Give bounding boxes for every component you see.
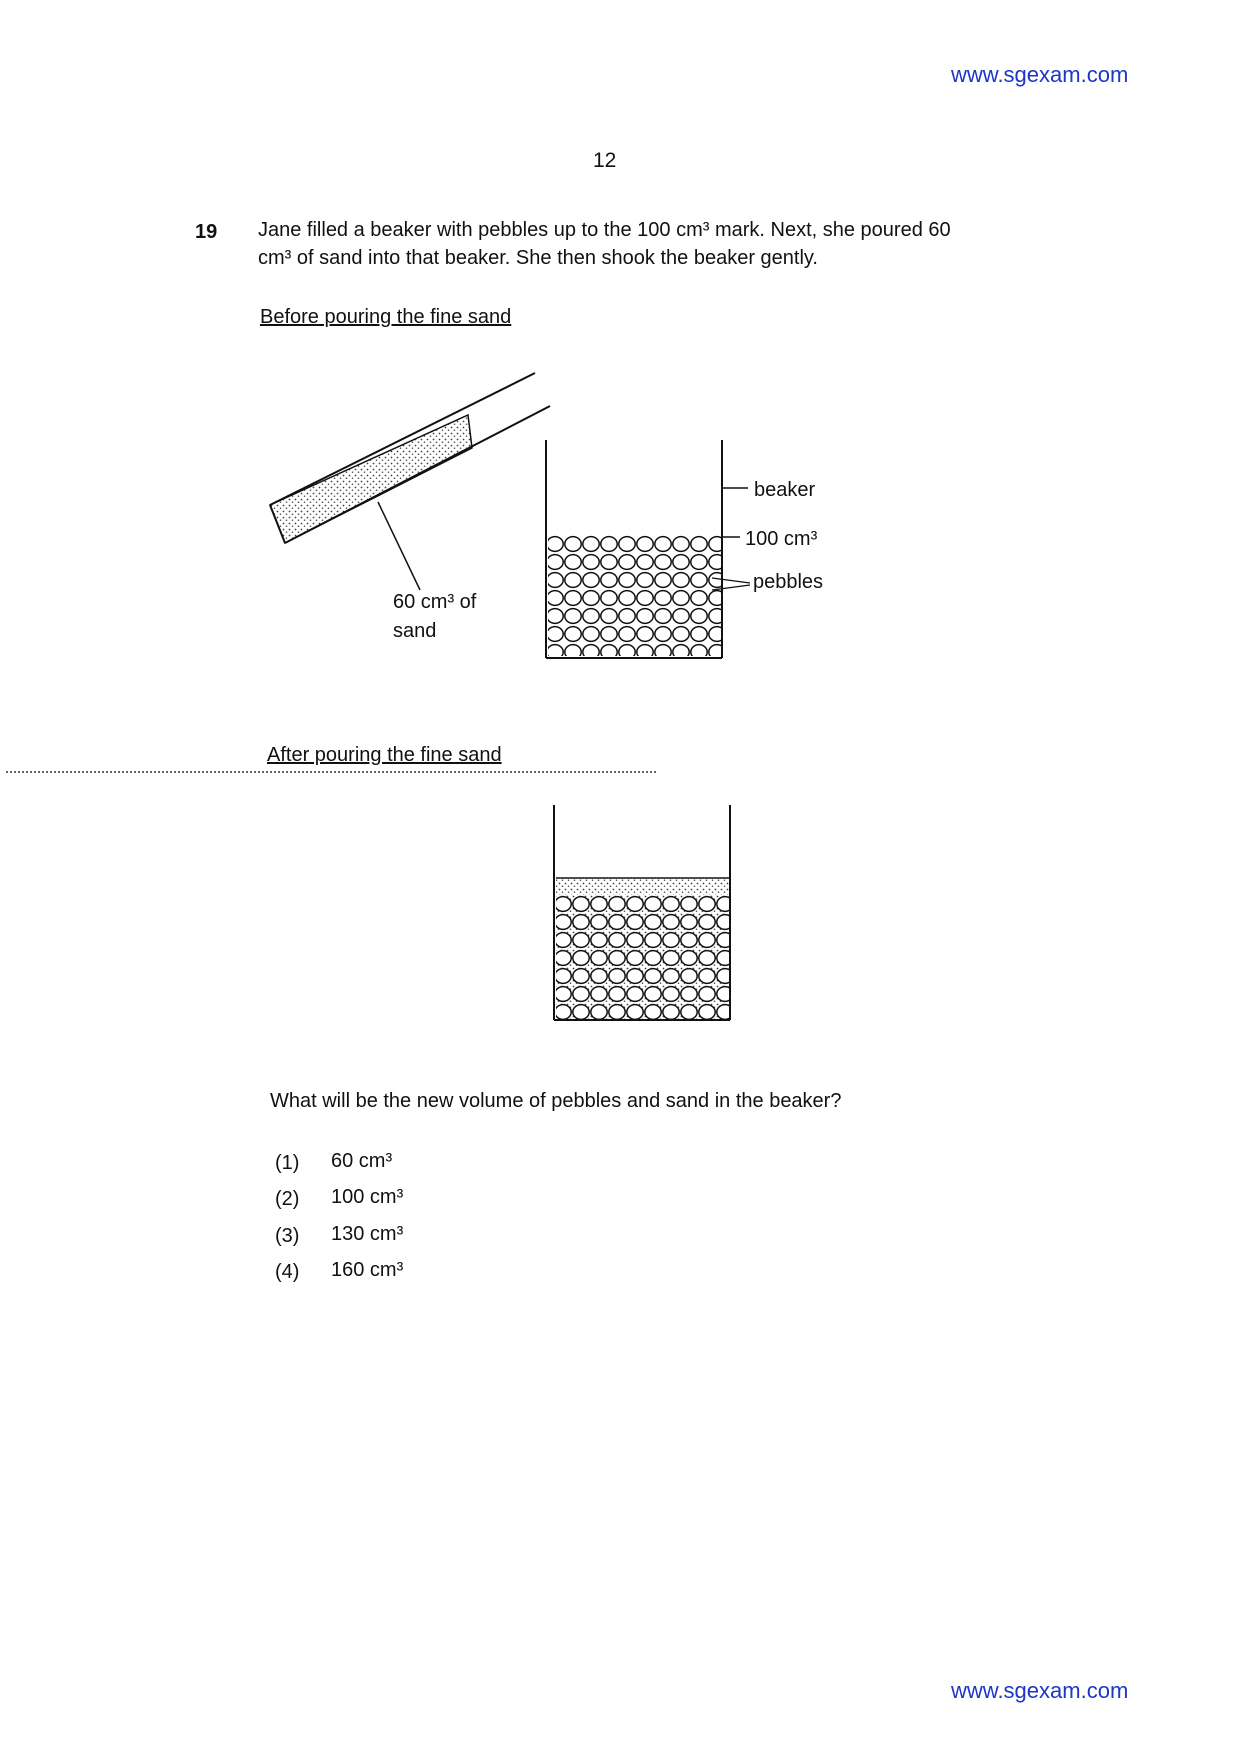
label-sand: sand <box>393 620 437 642</box>
dotted-divider <box>6 771 656 773</box>
option-text: 160 cm³ <box>331 1259 404 1281</box>
option-text: 100 cm³ <box>331 1186 404 1208</box>
website-header: www.sgexam.com <box>951 62 1129 87</box>
sand-container <box>270 373 550 590</box>
label-beaker: beaker <box>754 479 816 501</box>
after-caption: After pouring the fine sand <box>267 744 502 766</box>
website-footer: www.sgexam.com <box>951 1678 1129 1703</box>
question-number: 19 <box>195 221 218 243</box>
option-text: 130 cm³ <box>331 1223 404 1245</box>
question-text: Jane filled a beaker with pebbles up to the 100 cm³ mark. Next, she poured 60 cm³ of sand into that beaker. She then shook the beaker gently. <box>258 219 951 269</box>
option-number: (3) <box>275 1225 300 1247</box>
option-number: (2) <box>275 1188 300 1210</box>
label-pebbles: pebbles <box>753 571 824 593</box>
option-text: 60 cm³ <box>331 1150 393 1172</box>
option-number: (1) <box>275 1152 300 1174</box>
beaker-before <box>546 440 750 658</box>
before-caption: Before pouring the fine sand <box>260 306 512 328</box>
page-number: 12 <box>593 149 617 172</box>
label-100cm3: 100 cm³ <box>745 528 818 550</box>
option-number: (4) <box>275 1261 300 1283</box>
question-prompt: What will be the new volume of pebbles and sand in the beaker? <box>270 1090 842 1112</box>
label-sand-volume: 60 cm³ of <box>393 591 477 613</box>
beaker-after <box>554 805 730 1020</box>
